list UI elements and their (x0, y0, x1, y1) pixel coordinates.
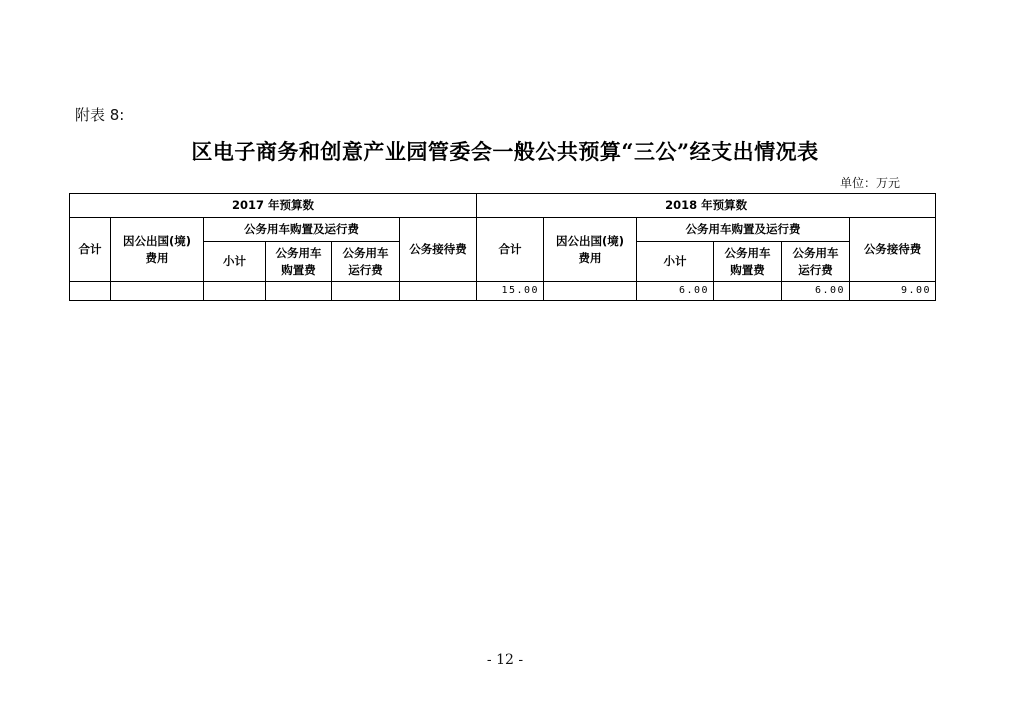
header-2018-vehicle: 公务用车购置及运行费 (637, 218, 850, 242)
value-2017-total (70, 282, 111, 301)
category-header-row (70, 218, 936, 242)
header-2018-vehicle-purchase-line2: 购置费 (730, 262, 765, 277)
value-2017-overseas (111, 282, 204, 301)
header-2017-subtotal: 小计 (204, 242, 266, 282)
header-2018-total: 合计 (477, 218, 544, 282)
header-2018-subtotal: 小计 (637, 242, 714, 282)
unit-label: 单位：万元 (839, 176, 900, 190)
year-header-2018: 2018 年预算数 (477, 194, 936, 218)
header-2017-overseas-line2: 费用 (145, 250, 169, 265)
header-2017-reception: 公务接待费 (400, 218, 477, 282)
value-2018-total: 15.00 (477, 282, 544, 301)
header-2018-vehicle-purchase (714, 242, 782, 282)
header-2018-overseas (544, 218, 637, 282)
value-2018-vehicle-operation: 6.00 (782, 282, 850, 301)
value-2018-vehicle-purchase (714, 282, 782, 301)
header-2017-vehicle-purchase-line2: 购置费 (281, 262, 316, 277)
header-2017-overseas-line1: 因公出国(境) (122, 233, 191, 248)
header-2018-overseas-line1: 因公出国(境) (556, 233, 625, 248)
budget-table (69, 193, 936, 301)
value-2018-overseas (544, 282, 637, 301)
value-2017-vehicle-purchase (266, 282, 332, 301)
header-2017-vehicle-purchase-line1: 公务用车 (275, 245, 322, 260)
year-header-row (70, 194, 936, 218)
header-2018-vehicle-operation (782, 242, 850, 282)
header-2018-reception: 公务接待费 (850, 218, 936, 282)
header-2017-vehicle-purchase (266, 242, 332, 282)
data-row (70, 282, 936, 301)
value-2018-subtotal: 6.00 (637, 282, 714, 301)
value-2018-reception: 9.00 (850, 282, 936, 301)
header-2018-overseas-line2: 费用 (578, 250, 602, 265)
header-2017-overseas (111, 218, 204, 282)
header-2017-vehicle-operation (332, 242, 400, 282)
value-2017-vehicle-operation (332, 282, 400, 301)
header-2017-vehicle: 公务用车购置及运行费 (204, 218, 400, 242)
header-2017-total: 合计 (70, 218, 111, 282)
value-2017-subtotal (204, 282, 266, 301)
page-number: - 12 - (486, 652, 524, 668)
document-title: 区电子商务和创意产业园管委会一般公共预算“三公”经支出情况表 (191, 139, 819, 164)
header-2018-vehicle-operation-line2: 运行费 (798, 262, 833, 277)
attachment-label: 附表 8: (75, 106, 125, 124)
value-2017-reception (400, 282, 477, 301)
header-2018-vehicle-operation-line1: 公务用车 (792, 245, 839, 260)
header-2017-vehicle-operation-line2: 运行费 (348, 262, 383, 277)
header-2018-vehicle-purchase-line1: 公务用车 (724, 245, 771, 260)
header-2017-vehicle-operation-line1: 公务用车 (342, 245, 389, 260)
year-header-2017: 2017 年预算数 (70, 194, 477, 218)
